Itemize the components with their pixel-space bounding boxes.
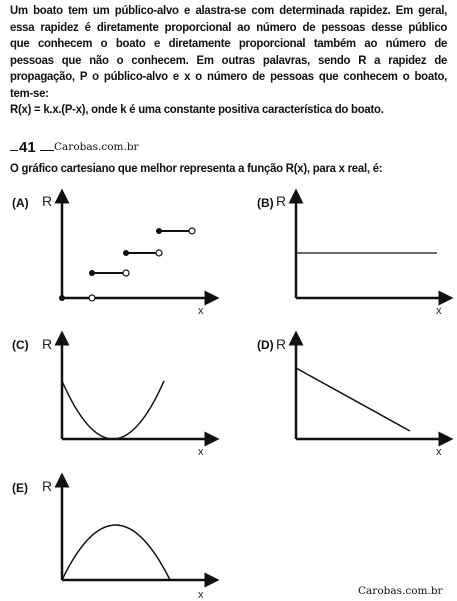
- open-point: [189, 228, 195, 234]
- graph-c[interactable]: [62, 338, 212, 439]
- y-axis-label: R: [276, 193, 287, 209]
- option-c-label[interactable]: (C): [12, 338, 29, 352]
- option-b-label[interactable]: (B): [257, 196, 274, 210]
- y-axis-label: R: [42, 336, 53, 352]
- question-prompt: O gráfico cartesiano que melhor representa a função R(x), para x real, é:: [10, 161, 383, 175]
- y-axis-label: R: [42, 193, 53, 209]
- watermark-site: Carobas.com.br: [54, 141, 139, 153]
- x-axis-label: x: [198, 589, 204, 601]
- graph-b[interactable]: [296, 196, 446, 298]
- intro-line: Um boato tem um público-alvo e alastra-se com determinada rapidez. Em geral,: [10, 3, 448, 17]
- intro-line: essa rapidez é diretamente proporcional ao número de pessoas desse público: [10, 19, 448, 34]
- footer-site: Carobas.com.br: [358, 585, 443, 597]
- open-point: [123, 270, 129, 276]
- x-axis-label: x: [198, 305, 204, 317]
- intro-line: propagação, P o público-alvo e x o número de pessoas que conhecem o boato,: [10, 69, 448, 83]
- intro-line: R(x) = k.x.(P-x), onde k é uma constante positiva característica do boato.: [10, 102, 384, 116]
- open-point: [89, 295, 95, 301]
- x-axis-label: x: [436, 446, 442, 458]
- option-d-label[interactable]: (D): [257, 338, 274, 352]
- option-a-label[interactable]: (A): [12, 196, 29, 210]
- open-point: [156, 250, 162, 256]
- y-axis-label: R: [42, 478, 53, 494]
- graph-a[interactable]: [59, 196, 212, 301]
- parabola-curve: [62, 525, 170, 580]
- intro-line: tem-se:: [10, 85, 49, 100]
- question-number: 41: [19, 139, 36, 156]
- option-e-label[interactable]: (E): [12, 481, 28, 495]
- x-axis-label: x: [436, 305, 442, 317]
- graph-d[interactable]: [296, 338, 446, 439]
- x-axis-label: x: [198, 446, 204, 458]
- intro-line: pessoas que não o conhecem. Em outras palavras, sendo R a rapidez de: [10, 52, 448, 67]
- intro-line: que conhecem o boato e diretamente proporcional também ao número de: [10, 36, 448, 50]
- y-axis-label: R: [276, 336, 287, 352]
- parabola-curve: [62, 381, 164, 439]
- decreasing-line: [296, 368, 410, 431]
- graph-e[interactable]: [62, 480, 212, 580]
